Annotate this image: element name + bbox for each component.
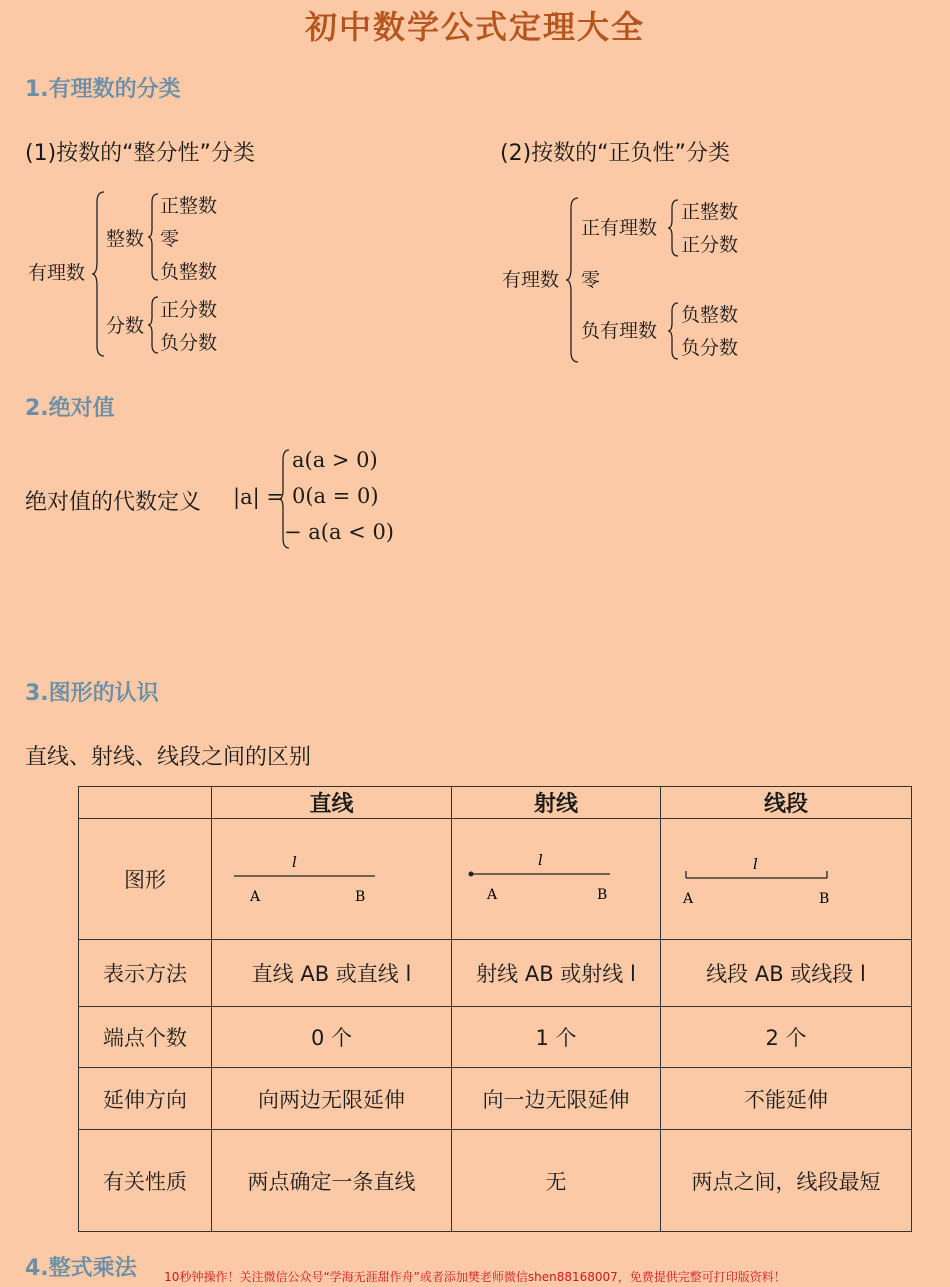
figure-line-cell (212, 819, 452, 940)
absolute-value-case-negative: − a(a < 0) (284, 520, 395, 544)
tree2-zero: 零 (581, 269, 601, 291)
line-point-b: B (355, 889, 366, 905)
notation-ray: 射线 AB 或射线 l (452, 940, 661, 1007)
absolute-value-label: 绝对值的代数定义 (25, 490, 202, 515)
absolute-value-lhs: |a| = (233, 485, 284, 509)
tree1-item-positive-fraction: 正分数 (160, 299, 218, 321)
absolute-value-case-positive: a(a > 0) (292, 448, 378, 472)
section-heading-4: 4.整式乘法 (25, 1256, 137, 1281)
tree2-item-negative-integer: 负整数 (681, 304, 739, 326)
ray-endpoint (469, 872, 474, 877)
table-header-line: 直线 (212, 787, 452, 819)
tree2-root: 有理数 (502, 269, 560, 291)
table-row-endpoints (79, 1007, 912, 1068)
figure-ray-cell (452, 819, 661, 940)
segment-point-a: A (683, 891, 694, 907)
tree1-item-negative-fraction: 负分数 (160, 332, 218, 354)
section-heading-2: 2.绝对值 (25, 396, 115, 421)
ray-label-l: l (538, 851, 543, 869)
extension-line: 向两边无限延伸 (212, 1068, 452, 1130)
segment-label-l: l (753, 855, 758, 873)
properties-line: 两点确定一条直线 (212, 1130, 452, 1232)
classification-heading-1: (1)按数的“整分性”分类 (25, 141, 255, 166)
tree2-positive-label: 正有理数 (581, 217, 658, 239)
tree2-item-negative-fraction: 负分数 (681, 337, 739, 359)
table-row-figure (79, 819, 912, 940)
tree2-item-positive-integer: 正整数 (681, 201, 739, 223)
tree2-positive-brace (668, 198, 680, 258)
tree1-item-zero: 零 (160, 228, 180, 250)
notation-segment: 线段 AB 或线段 l (661, 940, 912, 1007)
table-row-notation (79, 940, 912, 1007)
section-heading-3: 3.图形的认识 (25, 681, 159, 706)
ray-point-b: B (597, 887, 608, 903)
endpoints-segment: 2 个 (661, 1007, 912, 1068)
endpoints-ray: 1 个 (452, 1007, 661, 1068)
endpoints-line: 0 个 (212, 1007, 452, 1068)
ray-point-a: A (487, 887, 498, 903)
line-label-l: l (292, 853, 297, 871)
ray-diagram (452, 819, 659, 938)
notation-line: 直线 AB 或直线 l (212, 940, 452, 1007)
tree2-negative-label: 负有理数 (581, 320, 658, 342)
tree1-main-brace (92, 190, 106, 358)
row-label-figure: 图形 (79, 819, 212, 940)
table-header-row (79, 787, 912, 819)
row-label-notation: 表示方法 (79, 940, 212, 1007)
tree1-item-negative-integer: 负整数 (160, 261, 218, 283)
figure-segment-cell (661, 819, 912, 940)
footer-notice: 10秒钟操作！关注微信公众号“学海无涯甜作舟”或者添加樊老师微信shen88168007，免费提供完整可打印版资料！ (164, 1270, 786, 1284)
table-header-corner (79, 787, 212, 819)
tree2-negative-brace (668, 301, 680, 361)
segment-point-b: B (819, 891, 830, 907)
tree1-root: 有理数 (28, 262, 86, 284)
extension-ray: 向一边无限延伸 (452, 1068, 661, 1130)
line-point-a: A (250, 889, 261, 905)
row-label-extension: 延伸方向 (79, 1068, 212, 1130)
classification-heading-2: (2)按数的“正负性”分类 (500, 141, 730, 166)
segment-diagram (661, 819, 910, 938)
tree1-fraction-brace (148, 295, 160, 355)
page-title: 初中数学公式定理大全 (304, 8, 645, 46)
tree1-item-positive-integer: 正整数 (160, 195, 218, 217)
row-label-properties: 有关性质 (79, 1130, 212, 1232)
table-row-properties (79, 1130, 912, 1232)
tree1-group-fraction: 分数 (106, 315, 145, 337)
properties-ray: 无 (452, 1130, 661, 1232)
comparison-table (78, 786, 912, 1232)
table-row-extension (79, 1068, 912, 1130)
absolute-value-case-zero: 0(a = 0) (292, 484, 379, 508)
tree1-group-integer: 整数 (106, 228, 145, 250)
figures-subtitle: 直线、射线、线段之间的区别 (25, 745, 312, 770)
properties-segment: 两点之间，线段最短 (661, 1130, 912, 1232)
row-label-endpoints: 端点个数 (79, 1007, 212, 1068)
table-header-ray: 射线 (452, 787, 661, 819)
table-header-segment: 线段 (661, 787, 912, 819)
tree1-integer-brace (148, 192, 160, 282)
extension-segment: 不能延伸 (661, 1068, 912, 1130)
section-heading-1: 1.有理数的分类 (25, 77, 181, 102)
line-diagram (212, 819, 450, 938)
tree2-item-positive-fraction: 正分数 (681, 234, 739, 256)
tree2-main-brace (566, 196, 580, 364)
